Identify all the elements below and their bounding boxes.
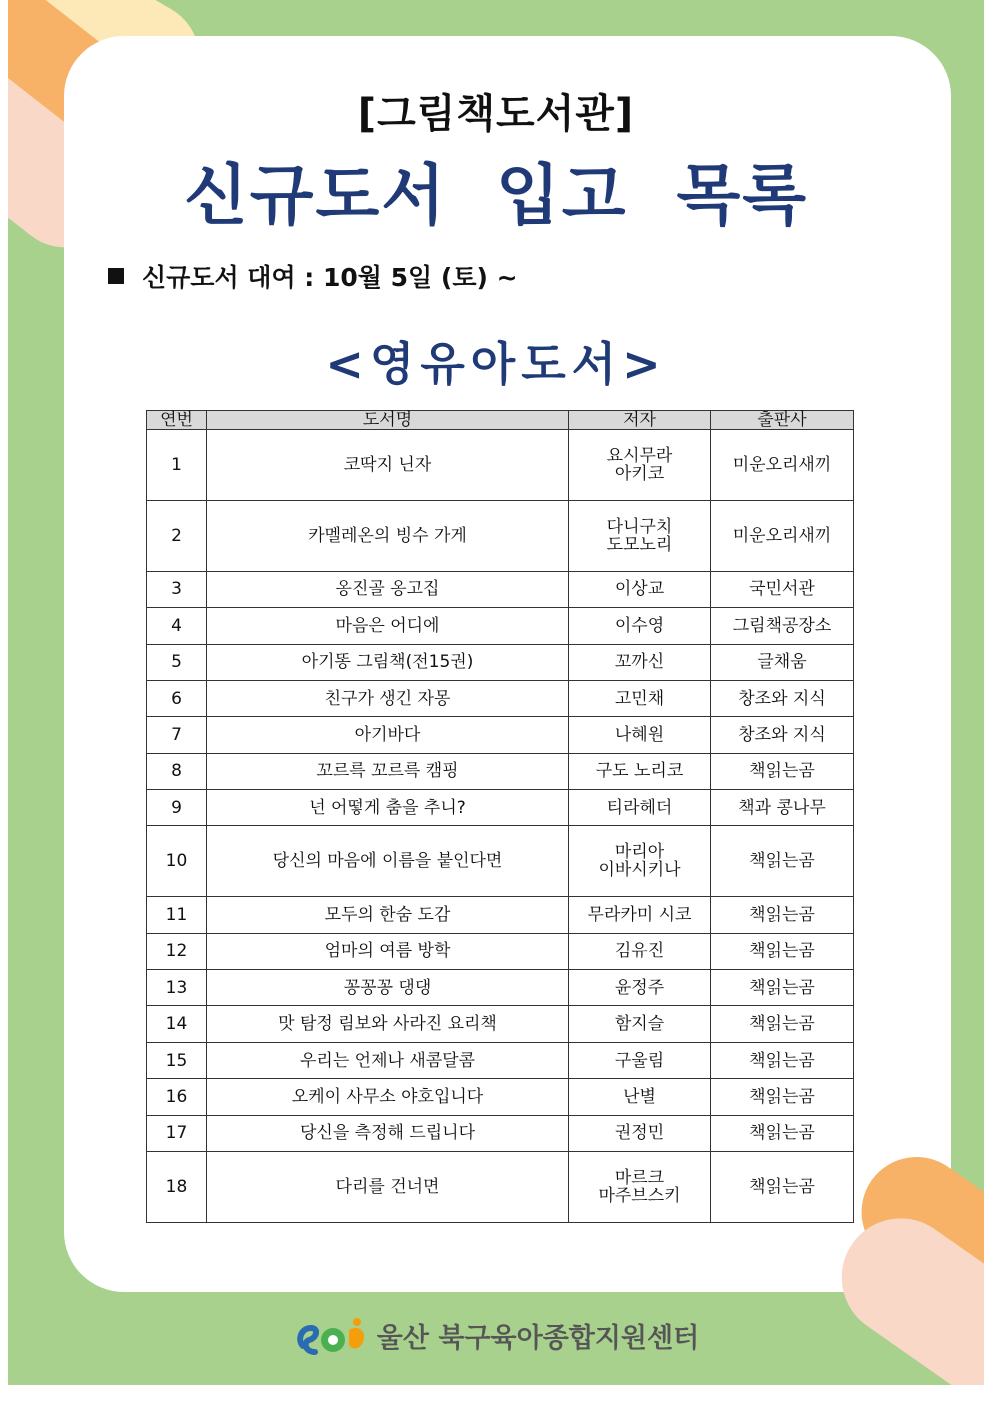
cell-number: 18: [147, 1152, 207, 1223]
cell-number: 8: [147, 753, 207, 789]
cell-title: 마음은 어디에: [207, 608, 569, 644]
table-row: [147, 933, 854, 969]
cell-publisher: 책읽는곰: [711, 1079, 854, 1115]
cell-title: 아기똥 그림책(전15권): [207, 644, 569, 680]
header-author: 저자: [569, 411, 711, 430]
cell-title: 카멜레온의 빙수 가게: [207, 500, 569, 571]
table-row: [147, 1152, 854, 1223]
cell-publisher: 책읽는곰: [711, 897, 854, 933]
cell-number: 16: [147, 1079, 207, 1115]
table-row: [147, 500, 854, 571]
rental-notice-text: 신규도서 대여 : 10월 5일 (토) ~: [142, 263, 518, 292]
table-row: [147, 1042, 854, 1078]
cell-publisher: 책읽는곰: [711, 1152, 854, 1223]
cell-author: 권정민: [569, 1115, 711, 1151]
cell-author: 나혜원: [569, 717, 711, 753]
cell-publisher: 책읽는곰: [711, 753, 854, 789]
cell-publisher: 그림책공장소: [711, 608, 854, 644]
table-row: [147, 897, 854, 933]
cell-number: 2: [147, 500, 207, 571]
table-row: [147, 1115, 854, 1151]
cell-publisher: 책읽는곰: [711, 1042, 854, 1078]
cell-title: 당신을 측정해 드립니다: [207, 1115, 569, 1151]
cell-author: 고민채: [569, 680, 711, 716]
table-row: [147, 717, 854, 753]
table-row: [147, 970, 854, 1006]
cell-title: 꼬르륵 꼬르륵 캠핑: [207, 753, 569, 789]
table-row: [147, 430, 854, 501]
cell-number: 11: [147, 897, 207, 933]
book-rows: [147, 430, 854, 1223]
cell-title: 넌 어떻게 춤을 추니?: [207, 790, 569, 826]
cell-number: 13: [147, 970, 207, 1006]
table-row: [147, 571, 854, 607]
cell-number: 4: [147, 608, 207, 644]
cell-number: 9: [147, 790, 207, 826]
cell-number: 5: [147, 644, 207, 680]
cell-author: 난별: [569, 1079, 711, 1115]
cell-title: 오케이 사무소 야호입니다: [207, 1079, 569, 1115]
cell-publisher: 책읽는곰: [711, 970, 854, 1006]
header-number: 연번: [147, 411, 207, 430]
cell-publisher: 창조와 지식: [711, 717, 854, 753]
cell-author: 윤정주: [569, 970, 711, 1006]
cell-publisher: 창조와 지식: [711, 680, 854, 716]
cell-author: 이상교: [569, 571, 711, 607]
table-row: [147, 826, 854, 897]
cell-number: 12: [147, 933, 207, 969]
cell-author: 무라카미 시코: [569, 897, 711, 933]
cell-title: 코딱지 닌자: [207, 430, 569, 501]
cell-publisher: 책과 콩나무: [711, 790, 854, 826]
cell-publisher: 미운오리새끼: [711, 430, 854, 501]
category-heading: <영유아도서>: [325, 337, 667, 391]
cell-author: 꼬까신: [569, 644, 711, 680]
cell-title: 우리는 언제나 새콤달콤: [207, 1042, 569, 1078]
header-title: 도서명: [207, 411, 569, 430]
cell-publisher: 책읽는곰: [711, 1115, 854, 1151]
square-bullet-icon: [108, 268, 124, 284]
cell-number: 10: [147, 826, 207, 897]
cell-title: 친구가 생긴 자몽: [207, 680, 569, 716]
rental-notice: [108, 258, 518, 294]
center-logo-icon: [293, 1310, 371, 1360]
table-row: [147, 1006, 854, 1042]
cell-title: 다리를 건너면: [207, 1152, 569, 1223]
cell-number: 17: [147, 1115, 207, 1151]
library-subtitle: [그림책도서관]: [357, 91, 635, 137]
page-title: 신규도서 입고 목록: [183, 157, 808, 234]
table-row: [147, 680, 854, 716]
cell-title: 당신의 마음에 이름을 붙인다면: [207, 826, 569, 897]
cell-number: 7: [147, 717, 207, 753]
table-row: [147, 790, 854, 826]
cell-author: 구도 노리코: [569, 753, 711, 789]
cell-number: 14: [147, 1006, 207, 1042]
cell-author: 티라헤더: [569, 790, 711, 826]
table-row: [147, 644, 854, 680]
footer: [0, 1310, 992, 1360]
cell-publisher: 책읽는곰: [711, 933, 854, 969]
cell-title: 모두의 한숨 도감: [207, 897, 569, 933]
cell-publisher: 글채움: [711, 644, 854, 680]
cell-title: 꽁꽁꽁 댕댕: [207, 970, 569, 1006]
cell-title: 옹진골 옹고집: [207, 571, 569, 607]
cell-title: 엄마의 여름 방학: [207, 933, 569, 969]
cell-number: 15: [147, 1042, 207, 1078]
cell-author: 이수영: [569, 608, 711, 644]
table-row: [147, 753, 854, 789]
table-row: [147, 608, 854, 644]
cell-author: 함지슬: [569, 1006, 711, 1042]
cell-author: 다니구치 도모노리: [569, 500, 711, 571]
cell-publisher: 미운오리새끼: [711, 500, 854, 571]
org-name: 울산 북구육아종합지원센터: [376, 1322, 700, 1354]
book-list-table: [146, 410, 854, 1223]
cell-author: 요시무라 아키코: [569, 430, 711, 501]
table-header-row: [147, 411, 854, 430]
cell-author: 마르크 마주브스키: [569, 1152, 711, 1223]
cell-author: 마리아 이바시키나: [569, 826, 711, 897]
cell-publisher: 책읽는곰: [711, 1006, 854, 1042]
cell-number: 1: [147, 430, 207, 501]
cell-author: 구울림: [569, 1042, 711, 1078]
table-row: [147, 1079, 854, 1115]
cell-number: 3: [147, 571, 207, 607]
header-publisher: 출판사: [711, 411, 854, 430]
cell-title: 맛 탐정 림보와 사라진 요리책: [207, 1006, 569, 1042]
cell-author: 김유진: [569, 933, 711, 969]
cell-title: 아기바다: [207, 717, 569, 753]
cell-publisher: 국민서관: [711, 571, 854, 607]
cell-publisher: 책읽는곰: [711, 826, 854, 897]
cell-number: 6: [147, 680, 207, 716]
